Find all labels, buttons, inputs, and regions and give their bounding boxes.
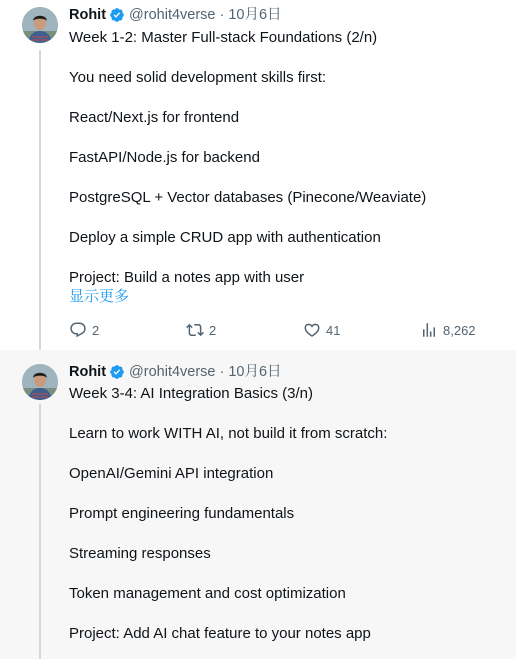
tweet-header: [69, 5, 506, 25]
tweet-date[interactable]: 10月6日: [228, 7, 282, 23]
views-button[interactable]: [420, 319, 476, 341]
author-name[interactable]: Rohit: [69, 7, 107, 23]
author-name[interactable]: Rohit: [69, 364, 107, 380]
tweet-text-line: You need solid development skills first:: [69, 69, 327, 86]
tweet-text-line: Learn to work WITH AI, not build it from scratch:: [69, 425, 388, 442]
avatar[interactable]: [22, 7, 58, 43]
show-more-link[interactable]: 显示更多: [69, 288, 130, 305]
heart-icon: [303, 321, 321, 339]
tweet-text-line: React/Next.js for frontend: [69, 109, 240, 126]
tweet-text-line: Week 1-2: Master Full-stack Foundations (2/n): [69, 29, 378, 46]
tweet-text-line: Deploy a simple CRUD app with authentication: [69, 229, 381, 246]
tweet-post-3[interactable]: [0, 350, 516, 659]
author-handle[interactable]: @rohit4verse: [129, 364, 216, 380]
verified-badge-icon: [109, 7, 125, 23]
tweet-text-line: Project: Add AI chat feature to your notes app: [69, 625, 371, 642]
like-button[interactable]: [303, 319, 340, 341]
view-count: 8,262: [443, 322, 476, 338]
retweet-count: 2: [209, 322, 217, 338]
separator-dot: ·: [219, 7, 225, 23]
tweet-text: [69, 384, 506, 644]
thread-connector-line: [39, 50, 41, 350]
profile-photo-icon: [22, 364, 58, 400]
reply-icon: [69, 321, 87, 339]
avatar[interactable]: [22, 364, 58, 400]
tweet-text-line: Week 3-4: AI Integration Basics (3/n): [69, 385, 314, 402]
tweet-date[interactable]: 10月6日: [228, 364, 282, 380]
thread-connector-line: [39, 404, 41, 659]
verified-badge-icon: [109, 364, 125, 380]
tweet-text-line: OpenAI/Gemini API integration: [69, 465, 274, 482]
retweet-icon: [186, 321, 204, 339]
tweet-text-line: Project: Build a notes app with user: [69, 269, 305, 286]
tweet-text-line: FastAPI/Node.js for backend: [69, 149, 260, 166]
reply-button[interactable]: [69, 319, 99, 341]
tweet-text-line: PostgreSQL + Vector databases (Pinecone/Weaviate): [69, 189, 427, 206]
tweet-text-line: Token management and cost optimization: [69, 585, 346, 602]
tweet-actions: [69, 319, 489, 341]
separator-dot: ·: [219, 364, 225, 380]
profile-photo-icon: [22, 7, 58, 43]
tweet-text-line: Streaming responses: [69, 545, 211, 562]
reply-count: 2: [92, 322, 100, 338]
tweet-header: [69, 362, 506, 382]
like-count: 41: [326, 322, 341, 338]
tweet-text: [69, 28, 506, 288]
author-handle[interactable]: @rohit4verse: [129, 7, 216, 23]
tweet-text-line: Prompt engineering fundamentals: [69, 505, 295, 522]
retweet-button[interactable]: [186, 319, 216, 341]
views-chart-icon: [420, 321, 438, 339]
